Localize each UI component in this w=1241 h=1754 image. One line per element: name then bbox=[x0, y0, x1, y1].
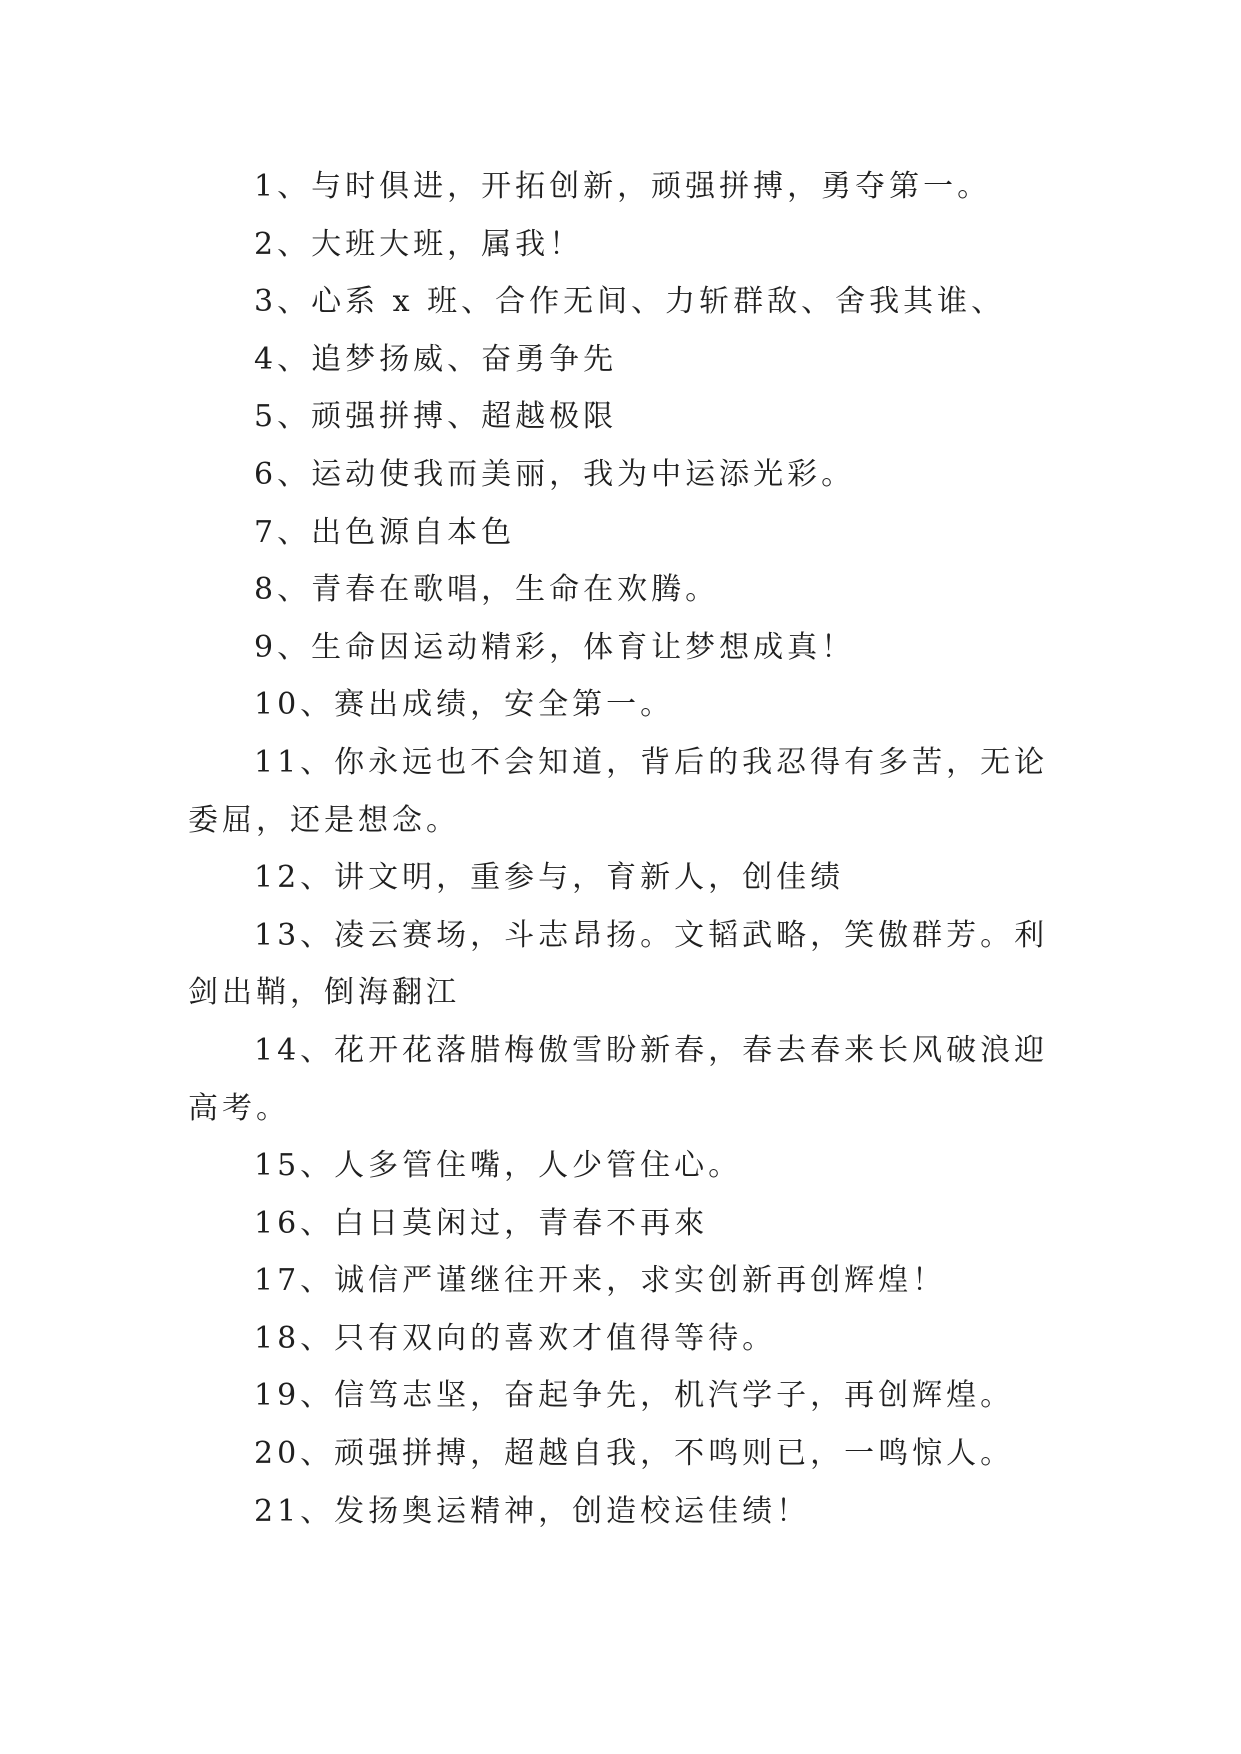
slogan-item: 21、发扬奥运精神，创造校运佳绩！ bbox=[254, 1493, 811, 1529]
slogan-item: 12、讲文明，重参与，育新人，创佳绩 bbox=[254, 860, 845, 896]
document-body bbox=[188, 158, 1058, 1540]
slogan-item: 13、凌云赛场，斗志昂扬。文韬武略，笑傲群芳。利剑出鞘，倒海翻江 bbox=[188, 917, 1049, 1011]
slogan-item: 20、顽强拼搏，超越自我，不鸣则已，一鸣惊人。 bbox=[254, 1436, 1015, 1472]
slogan-item: 2、大班大班，属我！ bbox=[254, 226, 584, 262]
slogan-item: 14、花开花落腊梅傲雪盼新春，春去春来长风破浪迎高考。 bbox=[188, 1032, 1049, 1126]
slogan-item: 18、只有双向的喜欢才值得等待。 bbox=[254, 1320, 777, 1356]
slogan-item: 8、青春在歌唱，生命在欢腾。 bbox=[254, 572, 720, 608]
slogan-item: 16、白日莫闲过，青春不再來 bbox=[254, 1205, 709, 1241]
slogan-item: 10、赛出成绩，安全第一。 bbox=[254, 687, 675, 723]
slogan-item: 6、运动使我而美丽，我为中运添光彩。 bbox=[254, 456, 856, 492]
slogan-item: 9、生命因运动精彩，体育让梦想成真！ bbox=[254, 629, 856, 665]
slogan-item: 19、信笃志坚，奋起争先，机汽学子，再创辉煌。 bbox=[254, 1378, 1015, 1414]
slogan-item: 5、顽强拼搏、超越极限 bbox=[254, 399, 618, 435]
slogan-item: 11、你永远也不会知道，背后的我忍得有多苦，无论委屈，还是想念。 bbox=[188, 744, 1049, 838]
slogan-item: 4、追梦扬威、奋勇争先 bbox=[254, 341, 618, 377]
slogan-item: 15、人多管住嘴，人少管住心。 bbox=[254, 1148, 743, 1184]
slogan-item: 7、出色源自本色 bbox=[254, 514, 516, 550]
slogan-item: 1、与时俱进，开拓创新，顽强拼搏，勇夺第一。 bbox=[254, 169, 992, 204]
slogan-item: 3、心系 x 班、合作无间、力斩群敌、舍我其谁、 bbox=[254, 284, 1006, 320]
slogan-item: 17、诚信严谨继往开来，求实创新再创辉煌！ bbox=[254, 1263, 947, 1299]
